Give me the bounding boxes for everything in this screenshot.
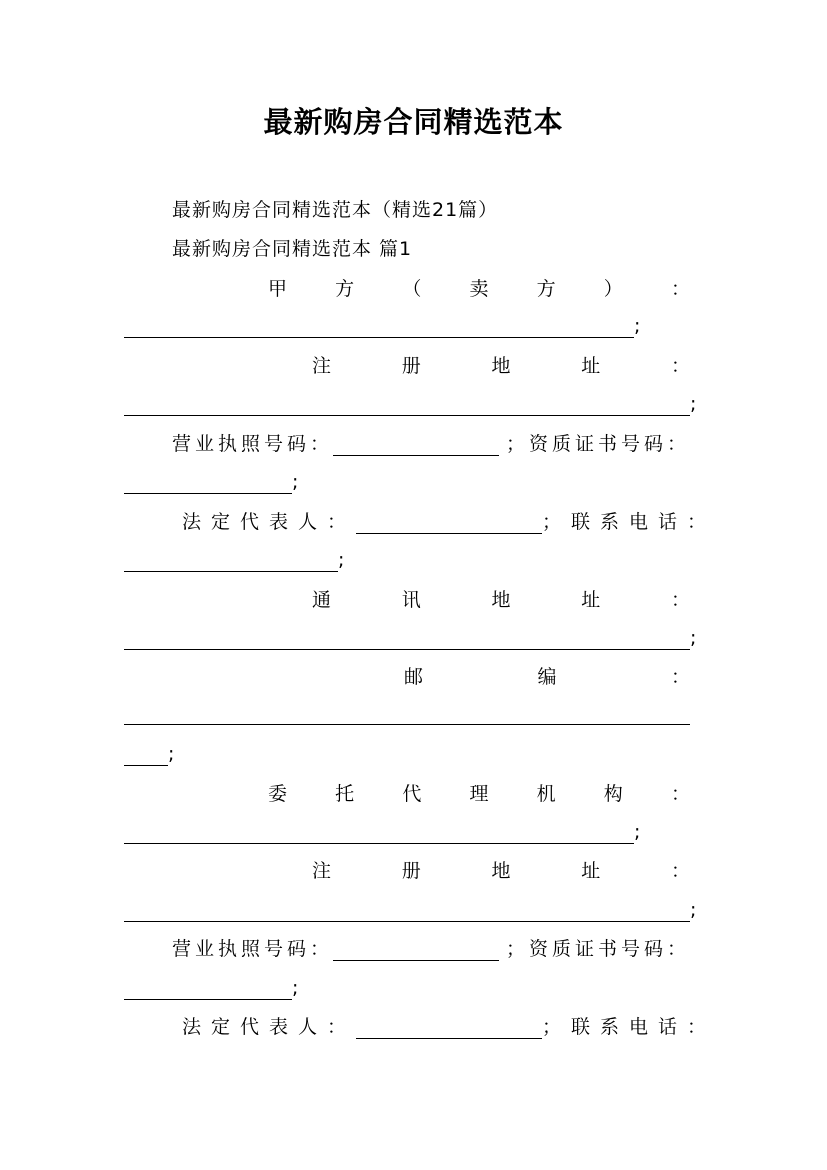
label-char: 托 [335,783,355,805]
legal-rep-row-2 [182,1015,717,1039]
intro-line: 最新购房合同精选范本（精选21篇） [172,199,499,221]
postcode-field [124,704,690,725]
label-char: 址 [581,860,601,882]
label-char: （ [402,278,422,300]
label-char: 址 [581,355,601,377]
label-char: 址 [581,589,601,611]
postcode-field-cont [124,742,174,766]
agency-label [268,782,690,806]
party-a-field [124,314,640,338]
legal-rep-blank [356,1018,542,1039]
blank-line [124,317,634,338]
phone-field [124,548,344,572]
label-char: 代 [402,783,422,805]
reg-address-label-2 [312,859,690,883]
blank-line [124,551,338,572]
blank-line [124,901,690,922]
label-char: 机 [536,783,556,805]
blank-line [124,473,292,494]
label-char: 卖 [469,278,489,300]
postcode-label [404,665,690,689]
label-char: ： [670,278,690,300]
legal-rep-label: 法定代表人： [182,511,357,533]
label-char: 注 [312,355,332,377]
label-char: 构 [603,783,623,805]
label-char: 讯 [401,589,421,611]
cert-number-field-2 [124,976,298,1000]
blank-line [124,395,690,416]
phone-label: ；联系电话： [542,511,717,533]
terminator: ; [634,315,641,337]
license-row [172,432,690,456]
label-char: 注 [312,860,332,882]
label-char: 地 [491,589,511,611]
blank-line [124,745,168,766]
reg-address-field-2 [124,898,696,922]
license-number-blank [333,435,499,456]
terminator: ; [690,393,697,415]
terminator: ; [292,471,299,493]
comm-address-field [124,626,696,650]
label-char: 地 [491,355,511,377]
license-row-2 [172,937,690,961]
label-char: ： [670,355,690,377]
label-char: ： [670,589,690,611]
cert-number-field [124,470,298,494]
label-char: 编 [537,666,557,688]
document-title: 最新购房合同精选范本 [263,105,564,139]
terminator: ; [338,549,345,571]
label-char: 邮 [404,666,424,688]
agency-field [124,820,640,844]
terminator: ; [168,743,175,765]
blank-line [124,629,690,650]
label-char: 方 [335,278,355,300]
cert-number-label: ；资质证书号码： [505,433,690,455]
license-number-label: 营业执照号码： [172,938,334,960]
label-char: 通 [312,589,332,611]
label-char: 地 [491,860,511,882]
license-number-label: 营业执照号码： [172,433,334,455]
section-heading: 最新购房合同精选范本 篇1 [172,238,413,260]
terminator: ; [634,821,641,843]
label-char: ） [603,278,623,300]
reg-address-field [124,392,696,416]
legal-rep-row [182,510,717,534]
legal-rep-blank [356,513,542,534]
phone-label: ；联系电话： [542,1016,717,1038]
terminator: ; [292,977,299,999]
label-char: ： [670,666,690,688]
label-char: 委 [268,783,288,805]
label-char: ： [670,783,690,805]
terminator: ; [690,899,697,921]
label-char: 方 [536,278,556,300]
terminator: ; [690,627,697,649]
label-char: ： [670,860,690,882]
legal-rep-label: 法定代表人： [182,1016,357,1038]
cert-number-label: ；资质证书号码： [505,938,690,960]
label-char: 册 [401,355,421,377]
blank-line [124,704,690,725]
reg-address-label [312,354,690,378]
comm-address-label [312,588,690,612]
blank-line [124,979,292,1000]
label-char: 甲 [268,278,288,300]
label-char: 理 [469,783,489,805]
party-a-label [268,277,690,301]
license-number-blank [333,940,499,961]
label-char: 册 [401,860,421,882]
blank-line [124,823,634,844]
